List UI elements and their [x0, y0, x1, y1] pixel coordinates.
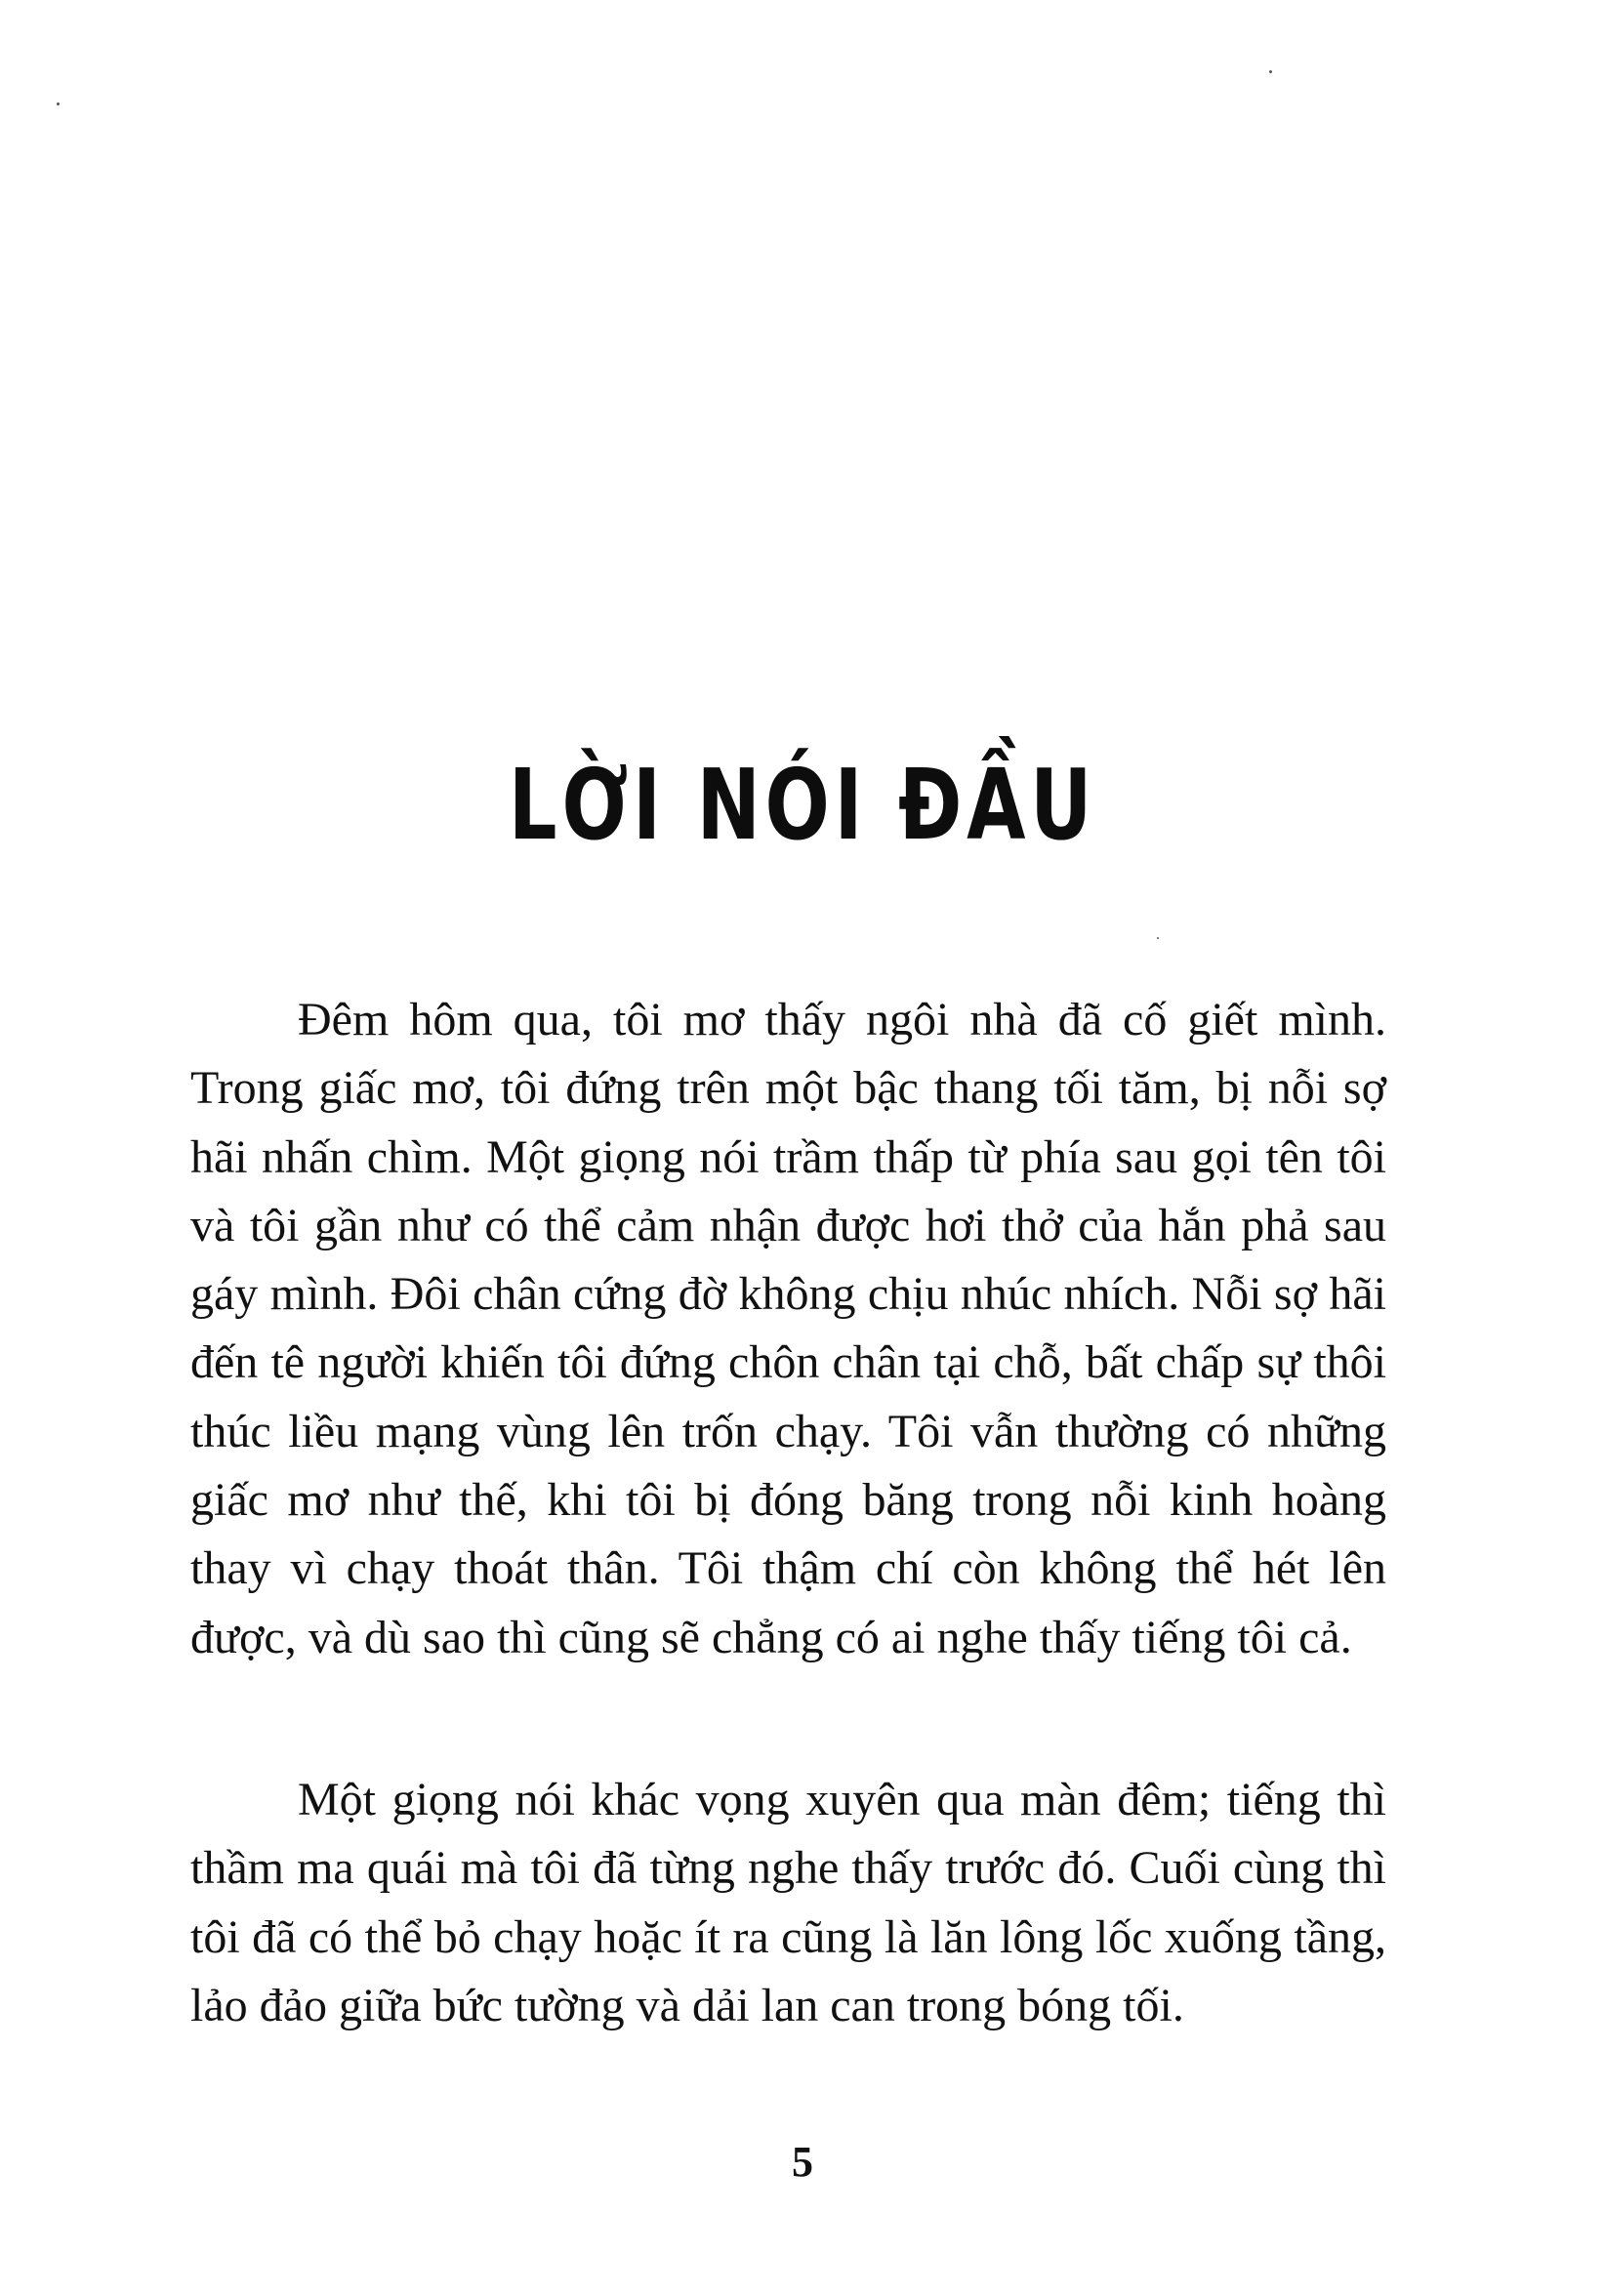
paragraph-1-block [190, 986, 1386, 1672]
page-number: 5 [792, 2138, 813, 2186]
scan-speck [1157, 937, 1159, 939]
paragraph-1: Đêm hôm qua, tôi mơ thấy ngôi nhà đã cố giết mình. Trong giấc mơ, tôi đứng trên một bậc thang tối tăm, bị nỗi sợ hãi nhấn chìm. Một giọng nói trầm thấp từ phía sau gọi tên tôi và tôi gần như có thể cảm nhận được hơi thở của hắn phả sau gáy mình. Đôi chân cứng đờ không chịu nhúc nhích. Nỗi sợ hãi đến tê người khiến tôi đứng chôn chân tại chỗ, bất chấp sự thôi thúc liều mạng vùng lên trốn chạy. Tôi vẫn thường có những giấc mơ như thế, khi tôi bị đóng băng trong nỗi kinh hoàng thay vì chạy thoát thân. Tôi thậm chí còn không thể hét lên được, và dù sao thì cũng sẽ chẳng có ai nghe thấy tiếng tôi cả. [190, 994, 1386, 1663]
scan-speck [1269, 70, 1272, 73]
scan-speck [57, 102, 60, 105]
chapter-title: LỜI NÓI ĐẦU [508, 748, 1097, 862]
paragraph-2: Một giọng nói khác vọng xuyên qua màn đêm; tiếng thì thầm ma quái mà tôi đã từng nghe thấy trước đó. Cuối cùng thì tôi đã có thể bỏ chạy hoặc ít ra cũng là lăn lông lốc xuống tầng, lảo đảo giữa bức tường và dải lan can trong bóng tối. [190, 1774, 1386, 2031]
paragraph-2-block [190, 1766, 1386, 2040]
